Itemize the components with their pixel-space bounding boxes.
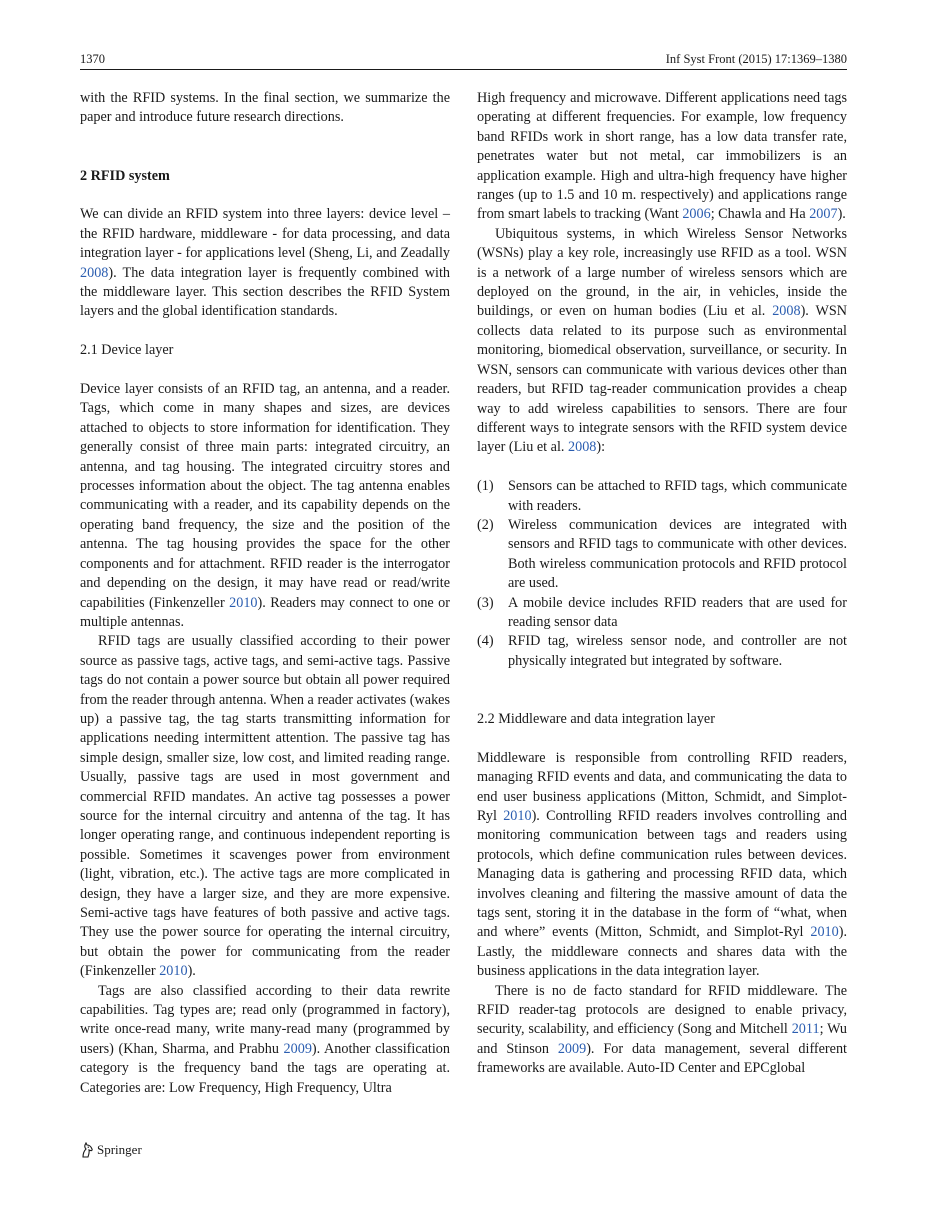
list-item	[477, 516, 847, 594]
list-item-text: RFID tag, wireless sensor node, and controller are not physically integrated but integrated by software.	[508, 633, 847, 669]
subsection-title-device-layer: 2.1 Device layer	[80, 342, 174, 359]
list-item	[477, 594, 847, 633]
list-item-text: A mobile device includes RFID readers that are used for reading sensor data	[508, 594, 847, 630]
header-rule	[80, 69, 847, 70]
citation-link[interactable]: 2008	[80, 264, 109, 281]
citation-link[interactable]: 2010	[810, 924, 839, 941]
citation-link[interactable]: 2010	[159, 963, 188, 980]
list-item-number: (2)	[477, 516, 494, 533]
device-paragraph-3: Tags are also classified according to their data rewrite capabilities. Tag types are; read only (programmed in factory), write once-read many, write many-read many (programmed by users) (Khan, Sharma, and Prabhu 2009). Another classification category is the frequency band the tags are operating at. Categories are: Low Frequency, High Frequency, Ultra	[80, 982, 450, 1096]
citation-link[interactable]: 2009	[283, 1040, 312, 1057]
list-item	[477, 632, 847, 671]
citation-link[interactable]: 2010	[229, 594, 258, 611]
citation-link[interactable]: 2011	[791, 1021, 820, 1038]
citation-link[interactable]: 2008	[772, 303, 801, 320]
subsection-title-middleware: 2.2 Middleware and data integration layer	[477, 710, 715, 727]
list-item-text: Wireless communication devices are integrated with sensors and RFID tags to communicate with other devices. Both wireless communication protocols and RFID protocol are used.	[508, 516, 847, 592]
publisher-name: Springer	[97, 1142, 142, 1157]
list-item-text: Sensors can be attached to RFID tags, which communicate with readers.	[508, 478, 847, 514]
wsn-paragraph: Ubiquitous systems, in which Wireless Sensor Networks (WSNs) play a key role, increasingly use RFID as a tool. WSN is a network of a large number of wireless sensors which are deployed on the ground, in the air, in vehicles, inside the buildings, or even on human bodies (Liu et al. 2008). WSN collects data related to its purpose such as environmental monitoring, biomedical observation, surveillance, or security. In WSN, sensors can communicate with various devices other than readers, but RFID tag-reader communication provides a cheap way to add wireless capabilities to sensors. There are four different ways to integrate sensors with the RFID system device layer (Liu et al. 2008):	[477, 225, 847, 456]
running-header	[80, 50, 847, 68]
citation-link[interactable]: 2008	[568, 439, 597, 456]
section-title: 2 RFID system	[80, 167, 170, 184]
middleware-paragraph-2: There is no de facto standard for RFID middleware. The RFID reader-tag protocols are designed to enable privacy, security, scalability, and efficiency (Song and Mitchell 2011; Wu and Stinson 2009). For data management, several different frameworks are available. Auto-ID Center and EPCglobal	[477, 982, 847, 1077]
journal-citation: Inf Syst Front (2015) 17:1369–1380	[665, 52, 847, 66]
list-item-number: (3)	[477, 594, 494, 611]
list-item-number: (4)	[477, 633, 494, 650]
integration-list	[477, 477, 847, 671]
left-column	[80, 89, 450, 1098]
intro-tail-paragraph: with the RFID systems. In the final section, we summarize the paper and introduce future research directions.	[80, 90, 450, 126]
citation-link[interactable]: 2007	[809, 206, 838, 223]
springer-horse-icon	[80, 1142, 94, 1158]
citation-link[interactable]: 2009	[557, 1040, 587, 1057]
section-paragraph: We can divide an RFID system into three layers: device level – the RFID hardware, middleware - for data processing, and data integration layer - for applications level (Sheng, Li, and Zeadally 2008). The data integration layer is frequently combined with the middleware layer. This section describes the RFID System layers and the global identification standards.	[80, 206, 450, 320]
list-item-number: (1)	[477, 478, 494, 495]
middleware-paragraph-1: Middleware is responsible from controlling RFID readers, managing RFID events and data, and communicating the data to end user business applications (Mitton, Schmidt, and Simplot-Ryl 2010). Controlling RFID readers involves controlling and monitoring communication between tags and readers using protocols, which define communication rules between devices. Managing data is gathering and processing RFID data, which involves cleaning and filtering the massive amount of data the tags sent, storing it in the database in the form of “what, when and where” events (Mitton, Schmidt, and Simplot-Ryl 2010). Lastly, the middleware connects and shares data with the business applications in the data integration layer.	[477, 749, 847, 980]
page-number: 1370	[80, 52, 105, 66]
citation-link[interactable]: 2010	[503, 807, 532, 824]
page-footer	[80, 1141, 142, 1159]
frequency-paragraph: High frequency and microwave. Different applications need tags operating at different frequencies. For example, low frequency band RFIDs work in short range, has a low data transfer rate, penetrates water but not metal, car immobilizers is an application example. High and ultra-high frequency have higher ranges (up to 1.5 and 10 m. respectively) and applications range from smart labels to tracking (Want 2006; Chawla and Ha 2007).	[477, 90, 847, 223]
device-paragraph-1: Device layer consists of an RFID tag, an antenna, and a reader. Tags, which come in many shapes and sizes, are devices attached to objects to store information for identification. They generally consist of three main parts: integrated circuitry, an antenna, and tag housing. The integrated circuitry stores and processes information about the object. The tag antenna enables communicating with a reader, and its capability depends on the operating band frequency, the size and the position of the antenna. The tag housing provides the space for the other components and for attachment. RFID reader is the interrogator and depending on the design, it may have read or read/write capabilities (Finkenzeller 2010). Readers may connect to one or multiple antennas.	[80, 381, 450, 630]
citation-link[interactable]: 2006	[682, 206, 711, 223]
device-paragraph-2: RFID tags are usually classified according to their power source as passive tags, active tags, and semi-active tags. Passive tags do not contain a power source but obtain all power required from the reader through antenna. When a reader activates (wakes up) a passive tag, the tag starts transmitting information for applications needing intermittent attention. The passive tag has simple design, smaller size, low cost, and limited reading range. Usually, passive tags are used in most government and commercial RFID mandates. An active tag possesses a power source for the internal circuitry and antenna of the tag. It has longer operating range, and continuous independent reporting is possible. Sometimes it scavenges power from environment (light, vibration, etc.). The active tags are more complicated in design, they have a larger size, and they are more expensive. Semi-active tags have features of both passive and active tags. They use the power source for operating the internal circuitry, but obtain the power for communicating from the reader (Finkenzeller 2010).	[80, 633, 450, 980]
right-column	[477, 89, 847, 1079]
list-item	[477, 477, 847, 516]
